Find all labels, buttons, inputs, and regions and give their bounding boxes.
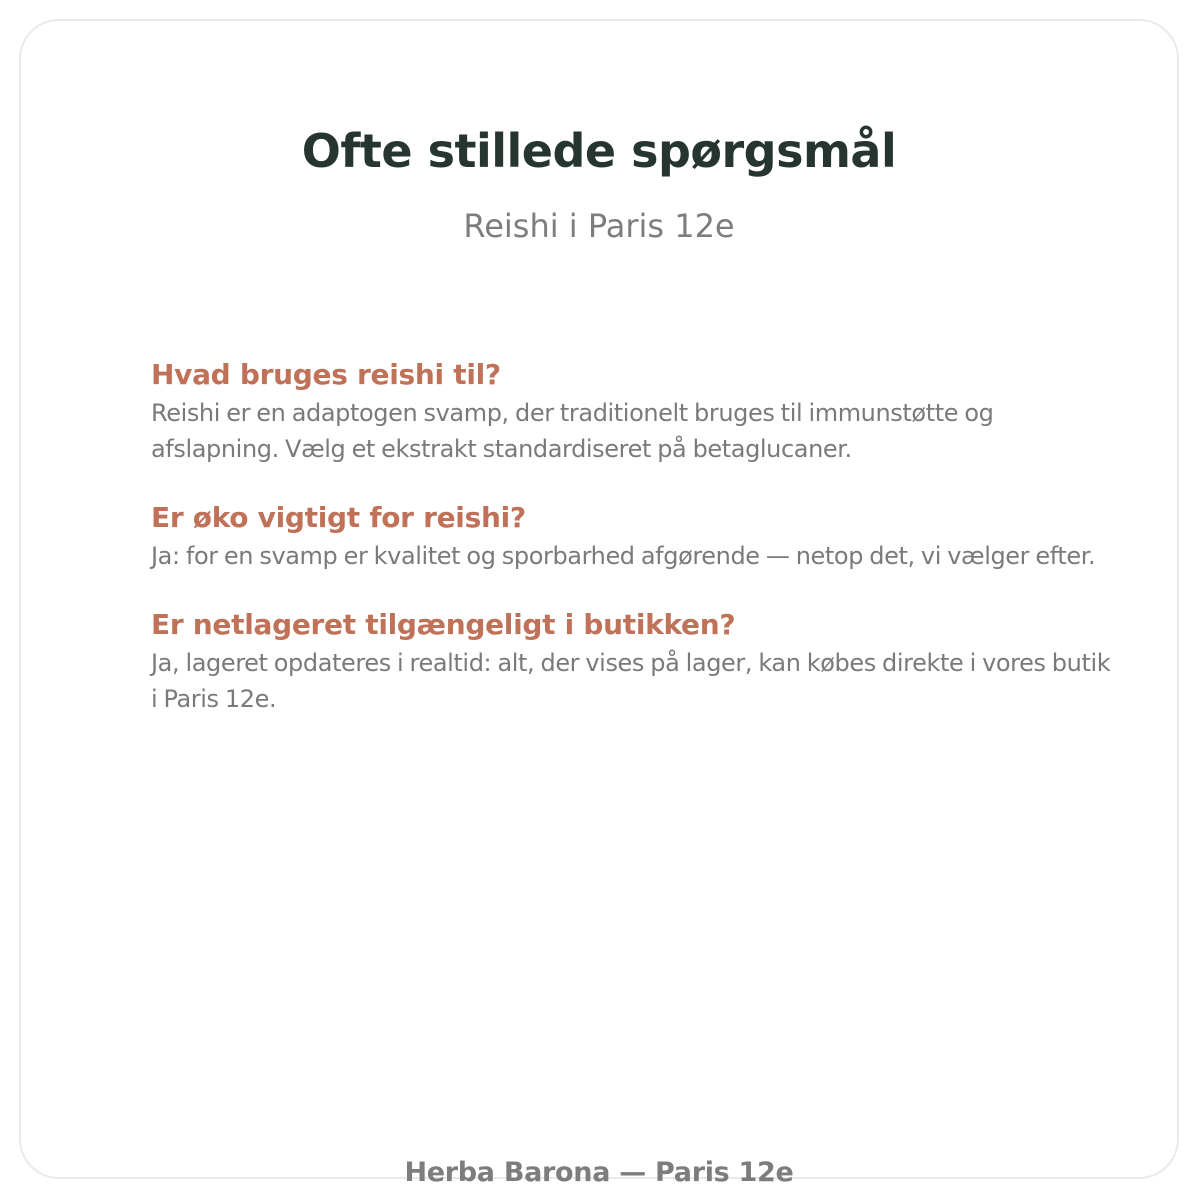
faq-answer: Reishi er en adaptogen svamp, der traditionelt bruges til immunstøtte og afslapning. Vælg et ekstrakt standardiseret på betaglucaner. — [151, 399, 994, 463]
faq-question: Er øko vigtigt for reishi? — [151, 501, 526, 534]
faq-question: Er netlageret tilgængeligt i butikken? — [151, 608, 736, 641]
footer-brand: Herba Barona — Paris 12e — [404, 1157, 794, 1188]
page-title: Ofte stillede spørgsmål — [301, 124, 897, 178]
page-subtitle: Reishi i Paris 12e — [463, 207, 735, 245]
faq-item — [151, 605, 1111, 717]
faq-answer: Ja: for en svamp er kvalitet og sporbarhed afgørende — netop det, vi vælger efter. — [151, 542, 1096, 570]
faq-answer: Ja, lageret opdateres i realtid: alt, der vises på lager, kan købes direkte i vores butik i Paris 12e. — [151, 649, 1111, 713]
faq-item — [151, 355, 1111, 467]
faq-item — [151, 498, 1111, 574]
faq-question: Hvad bruges reishi til? — [151, 358, 501, 391]
faq-list — [151, 355, 1111, 748]
faq-card — [19, 19, 1179, 1188]
